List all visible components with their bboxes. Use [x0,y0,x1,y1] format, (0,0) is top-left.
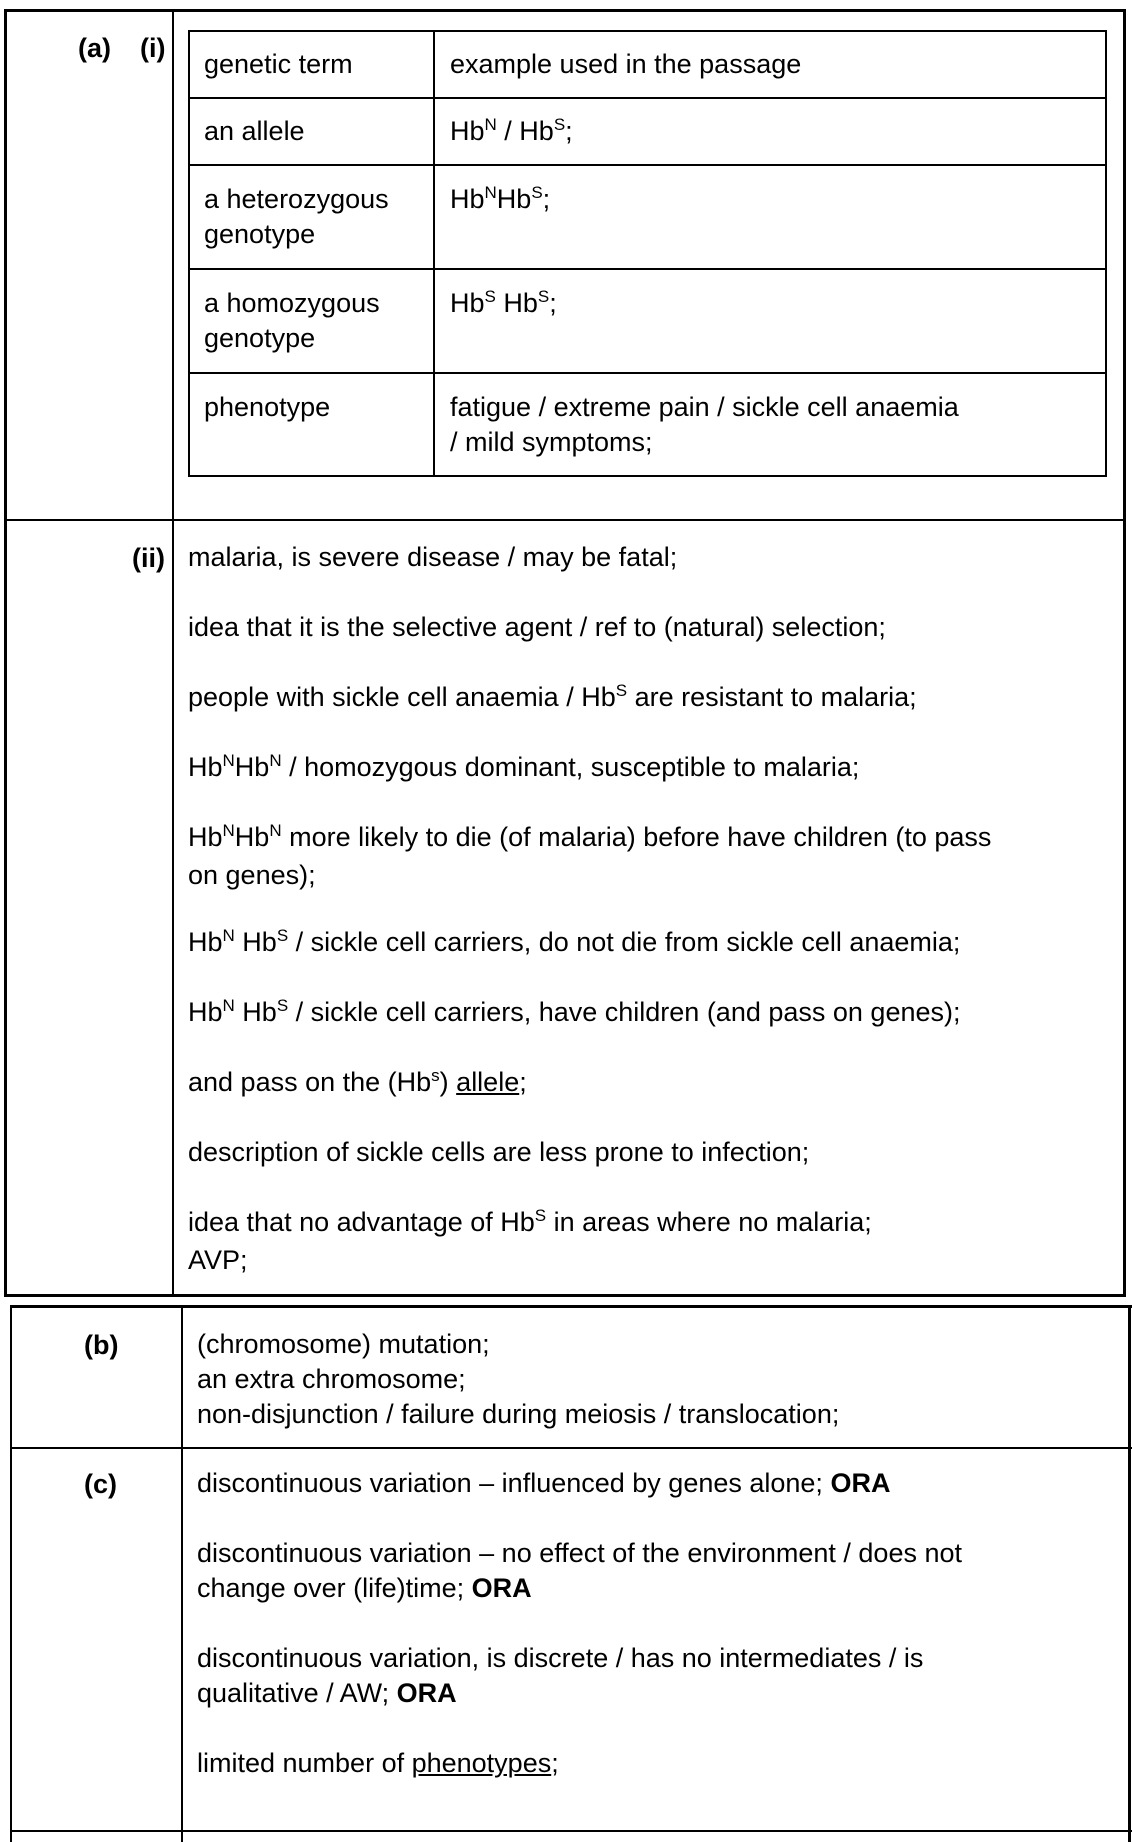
mark-point: discontinuous variation, is discrete / has no intermediates / is qualitative / AW; ORA [197,1643,924,1708]
table-header-example: example used in the passage [450,49,802,79]
mark-point: idea that it is the selective agent / ref to (natural) selection; [188,612,886,642]
box-bc-bottom [10,1830,1132,1832]
label-b: (b) [84,1330,119,1360]
mark-point: an extra chromosome; [197,1364,466,1394]
mark-point: and pass on the (Hb$^s$) allele; [188,1066,527,1097]
box-bc-top [10,1305,1132,1308]
table-header-term: genetic term [204,49,353,79]
part-b-answers [197,1327,839,1432]
box-bc-divider [181,1305,183,1842]
mark-point: people with sickle cell anaemia / $Hb^S$ are resistant to malaria; [188,681,917,712]
label-a: (a) [78,33,111,63]
mark-point: $Hb^N$ $Hb^S$ / sickle cell carriers, have children (and pass on genes); [188,996,961,1027]
label-a-i: (i) [140,33,166,63]
table-row-divider [188,372,1107,374]
label-c: (c) [84,1469,117,1499]
table-cell-example: $Hb^N / Hb^S$; [450,115,573,146]
table-cell-term: phenotype [204,392,331,422]
box-a-mid [4,519,1126,521]
box-bc-right [1128,1305,1131,1842]
mark-point: discontinuous variation – influenced by genes alone; ORA [197,1468,891,1498]
box-bc-mid [10,1447,1132,1449]
box-a-bottom [4,1294,1126,1297]
table-row-divider [188,164,1107,166]
table-cell-example: fatigue / extreme pain / sickle cell anaemia / mild symptoms; [450,392,959,457]
box-a-right [1123,9,1126,1296]
mark-point: $Hb^NHb^N$ / homozygous dominant, susceptible to malaria; [188,751,860,782]
mark-point: $Hb^NHb^N$ more likely to die (of malaria) before have children (to pass on genes); [188,821,992,890]
mark-point: description of sickle cells are less prone to infection; [188,1137,810,1167]
table-cell-term: a heterozygous genotype [204,184,389,249]
mark-point: malaria, is severe disease / may be fatal; [188,542,678,572]
table-cell-term: an allele [204,116,305,146]
mark-point: limited number of phenotypes; [197,1748,559,1778]
table-cell-example: $Hb^NHb^S$; [450,183,551,214]
table-row-divider [188,97,1107,99]
mark-point: idea that no advantage of $Hb^S$ in areas where no malaria; AVP; [188,1206,872,1275]
mark-point: (chromosome) mutation; [197,1329,490,1359]
table-row-divider [188,268,1107,270]
mark-point: $Hb^N$ $Hb^S$ / sickle cell carriers, do not die from sickle cell anaemia; [188,926,961,957]
table-cell-example: $Hb^S$ $Hb^S$; [450,287,557,318]
table-border-top [188,30,1107,32]
box-bc-left [10,1305,12,1842]
box-a-left [4,9,7,1296]
label-a-ii: (ii) [132,543,165,573]
mark-point: non-disjunction / failure during meiosis / translocation; [197,1399,840,1429]
box-a-divider [172,9,174,1296]
table-cell-term: a homozygous genotype [204,288,380,353]
table-border-bottom [188,475,1107,477]
mark-point: discontinuous variation – no effect of the environment / does not change over (life)time; ORA [197,1538,962,1603]
